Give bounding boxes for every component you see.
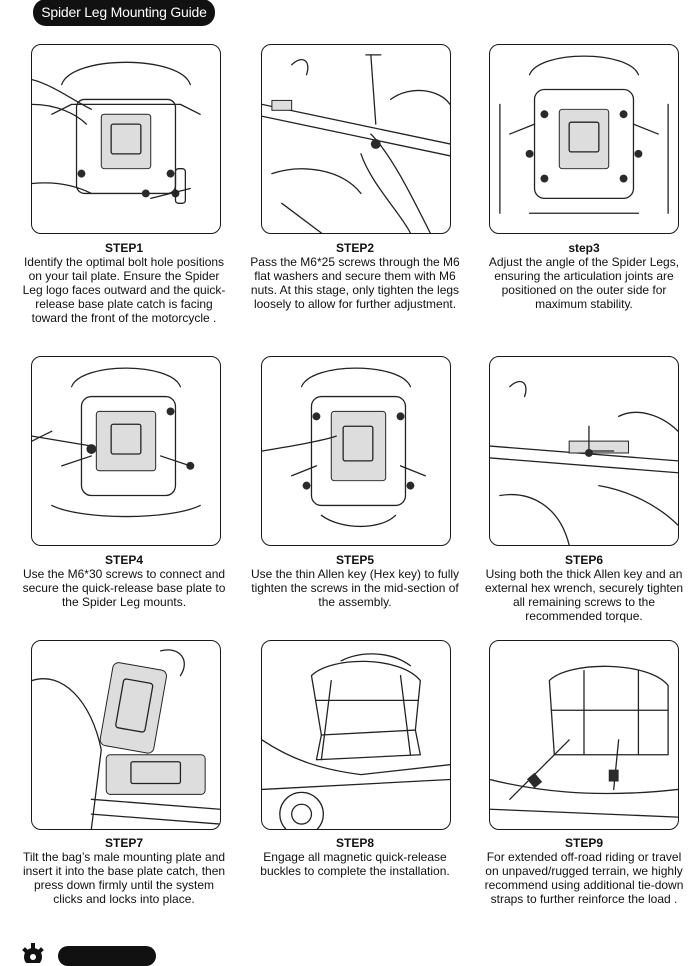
step7-label: STEP7 (104, 836, 143, 850)
step6-illustration (489, 356, 679, 546)
step7-illustration (31, 640, 221, 830)
step4-label: STEP4 (104, 553, 143, 567)
step2-label: STEP2 (335, 241, 374, 255)
step9-illustration (489, 640, 679, 830)
step8-description: Engage all magnetic quick-release buckles to complete the installation. (260, 850, 450, 878)
footer-pill (58, 946, 156, 966)
step3-description: Adjust the angle of the Spider Legs, ensuring the articulation joints are positioned on the outer side for maximum stability. (488, 255, 680, 311)
step8-label: STEP8 (335, 836, 374, 850)
guide-title: Spider Leg Mounting Guide (33, 0, 215, 26)
step9-label: STEP9 (564, 836, 603, 850)
step4-illustration (31, 356, 221, 546)
step4-description: Use the M6*30 screws to connect and secure the quick-release base plate to the Spider Leg mounts. (22, 567, 226, 609)
step1-illustration (31, 44, 221, 234)
step8-illustration (261, 640, 451, 830)
step5-label: STEP5 (335, 553, 374, 567)
step6-label: STEP6 (564, 553, 603, 567)
step5-illustration (261, 356, 451, 546)
step3-illustration (489, 44, 679, 234)
step9-description: For extended off-road riding or travel on unpaved/rugged terrain, we highly recommend using additional tie-down straps to further reinforce the load . (484, 850, 684, 906)
step5-description: Use the thin Allen key (Hex key) to fully tighten the screws in the mid-section of the assembly. (250, 567, 460, 609)
step2-description: Pass the M6*25 screws through the M6 flat washers and secure them with M6 nuts. At this stage, only tighten the legs loosely to allow for further adjustment. (250, 255, 460, 311)
step3-label: step3 (568, 241, 600, 255)
step1-description: Identify the optimal bolt hole positions on your tail plate. Ensure the Spider Leg logo faces outward and the quick-release base plate catch is facing toward the front of the motorcycle . (22, 255, 226, 325)
step1-label: STEP1 (104, 241, 143, 255)
step6-description: Using both the thick Allen key and an external hex wrench, securely tighten all remaining screws to the recommended torque. (484, 567, 684, 623)
step7-description: Tilt the bag’s male mounting plate and insert it into the base plate catch, then press down firmly until the system clicks and locks into place. (22, 850, 226, 906)
step2-illustration (261, 44, 451, 234)
gear-icon (20, 943, 46, 963)
